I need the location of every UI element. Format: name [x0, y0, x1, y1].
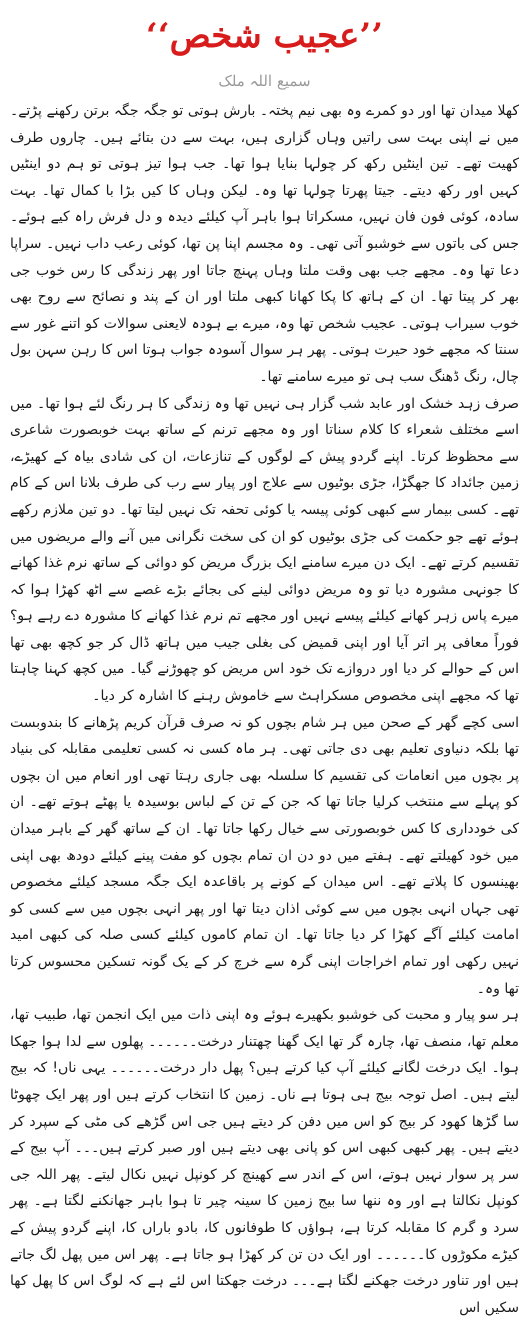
article-title: ’’عجیب شخص‘‘ [145, 16, 384, 56]
author-name: سمیع اللہ ملک [218, 72, 311, 90]
article-paragraph: ہر سو پیار و محبت کی خوشبو بکھیرے ہوئے وہ اپنی ذات میں ایک انجمن تھا، طبیب تھا، معلم تھا، منصف تھا، چارہ گر تھا ایک گھنا چھتنار درخت۔۔۔۔۔۔ پھلوں سے لدا ہوا جھکا ہوا۔ ایک درخت لگانے کیلئے آپ کیا کرتے ہیں؟ پھل دار درخت۔۔۔۔۔۔ یہی ناں! کہ بیج لیتے ہیں۔ اصل توجہ بیج ہی ہوتا ہے ناں۔ زمین کا انتخاب کرتے ہیں اور پھر ایک چھوٹا سا گڑھا کھود کر بیج کو اس میں دفن کر دیتے ہیں جی اس گڑھے کی مٹی کے سپرد کر دیتے ہیں۔ پھر کبھی کبھی اس کو پانی بھی دیتے ہیں اور صبر کرتے ہیں۔۔۔ آپ بیج کے سر پر سوار نہیں ہوتے، اس کے اندر سے کھینچ کر کونپل نہیں نکال لیتے۔ پھر اللہ جی کونپل نکالتا ہے اور وہ ننھا سا بیج زمین کا سینہ چیر تا ہوا باہر جھانکنے لگتا ہے۔ پھر سرد و گرم کا مقابلہ کرتا ہے، ہواؤں کا طوفانوں کا، بادو باراں کا، اپنے گردو پیش کے کیڑے مکوڑوں کا۔۔۔۔۔۔ اور ایک دن تن کر کھڑا ہو جاتا ہے۔ پھر اس میں پھل لگ جاتے ہیں اور تناور درخت جھکنے لگتا ہے۔۔۔ درخت جھکتا اس لئے ہے کہ لوگ اس کا پھل کھا سکیں اس [10, 1007, 519, 1316]
article-paragraph: کھلا میدان تھا اور دو کمرے وہ بھی نیم پختہ۔ بارش ہوتی تو جگہ جگہ برتن رکھنے پڑتے۔ میں نے اپنی بہت سی راتیں وہاں گزاری ہیں، بہت سے دن بتائے ہیں۔ چاروں طرف کھیت تھے۔ تین اینٹیں رکھ کر چولہا بنایا ہوا تھا۔ جب ہوا تیز ہوتی تو ہم دو اینٹیں کہیں اور رکھ دیتے۔ جیتا پھرتا چولہا تھا وہ۔ لیکن وہاں کا کیں بڑا با کمال تھا۔ بہت سادہ، کوئی فون فان نہیں، مسکراتا ہوا باہر آپ کیلئے دیدہ و دل فرش راہ کیے ہوئے۔ جس کی باتوں سے خوشبو آتی تھی۔ وہ مجسم اپنا پن تھا، کوئی رعب داب نہیں۔ سراپا دعا تھا وہ۔ مجھے جب بھی وقت ملتا وہاں پہنچ جاتا اور پھر زندگی کا رس خوب جی بھر کر پیتا تھا۔ ان کے ہاتھ کا پکا کھانا کبھی ملتا اور ان کے پند و نصائح سے روح بھی خوب سیراب ہوتی۔ عجیب شخص تھا وہ، میرے بے ہودہ لایعنی سوالات کو اتنے غور سے سنتا کہ مجھے خود حیرت ہوتی۔ پھر ہر سوال آسودہ جواب ہوتا اس کا رہن سہن بول چال، رنگ ڈھنگ سب ہی تو میرے سامنے تھا۔ [10, 103, 519, 385]
article-paragraph: صرف زہد خشک اور عابد شب گزار ہی نہیں تھا وہ زندگی کا ہر رنگ لئے ہوا تھا۔ میں اسے مختلف شعراء کا کلام سناتا اور وہ مجھے ترنم کے ساتھ بہت خوبصورت شاعری سے محظوظ کرتا۔ اپنے گردو پیش کے لوگوں کے تنازعات، ان کی شادی بیاہ کے کھیڑے، زمین جائداد کا جھگڑا، جڑی بوٹیوں سے علاج اور پیار سے رب کی طرف بلانا اس کے کام تھے۔ کسی بیمار سے کبھی کوئی پیسہ یا کوئی تحفہ تک نہیں لیتا تھا۔ دو تین ملازم رکھے ہوئے تھے جو حکمت کی جڑی بوٹیوں کو ان کی سخت نگرانی میں آنے والے مریضوں میں تقسیم کرتے تھے۔ ایک دن میرے سامنے ایک بزرگ مریض کو دوائی کے ساتھ نرم غذا کھانے کا جونہی مشورہ دیا تو وہ مریض دوائی لینے کی بجائے بڑے غصے سے اٹھ کھڑا ہوا کہ میرے پاس زہر کھانے کیلئے پیسے نہیں اور مجھے تم نرم غذا کھانے کا مشورہ دے رہے ہو؟ فوراً معافی پر اتر آیا اور اپنی قمیض کی بغلی جیب میں ہاتھ ڈال کر جو کچھ بھی تھا اس کے حوالے کر دیا اور دروازے تک خود اس مریض کو چھوڑنے گیا۔ میں کچھ کہنا چاہتا تھا کہ مجھے اپنی مخصوص مسکراہٹ سے خاموش رہنے کا اشارہ کر دیا۔ [10, 395, 519, 705]
article-paragraph: اسی کچے گھر کے صحن میں ہر شام بچوں کو نہ صرف قرآن کریم پڑھانے کا بندوبست تھا بلکہ دنیاوی تعلیم بھی دی جاتی تھی۔ ہر ماہ کسی نہ کسی تعلیمی مقابلہ کی بنیاد پر بچوں میں انعامات کی تقسیم کا سلسلہ بھی جاری رہتا تھی اور انعام میں ان بچوں کو پہلے سے منتخب کرلیا جاتا تھا کہ جن کے تن کے لباس بوسیدہ یا پھٹے ہوتے تھے۔ ان کی خودداری کا کس خوبصورتی سے خیال رکھا جاتا تھا۔ ان کے ساتھ گھر کے باہر میدان میں خود کھیلتے تھے۔ ہفتے میں دو دن ان تمام بچوں کو مفت پینے کیلئے دودھ بھی اپنی بھینسوں کا پلاتے تھے۔ اس میدان کے کونے پر باقاعدہ ایک جگہ مسجد کیلئے مخصوص تھی جہاں انہی بچوں میں سے کوئی اذان دیتا تھا اور پھر انہی بچوں میں سے کسی کو امامت کیلئے آگے کھڑا کر دیا جاتا تھا۔ ان تمام کاموں کیلئے کسی صلہ کی کبھی امید نہیں رکھی اور تمام اخراجات اپنی گرہ سے خرچ کر کے یک گونہ تسکین محسوس کرتا تھا وہ۔ [10, 714, 519, 997]
article-body [10, 98, 519, 1321]
